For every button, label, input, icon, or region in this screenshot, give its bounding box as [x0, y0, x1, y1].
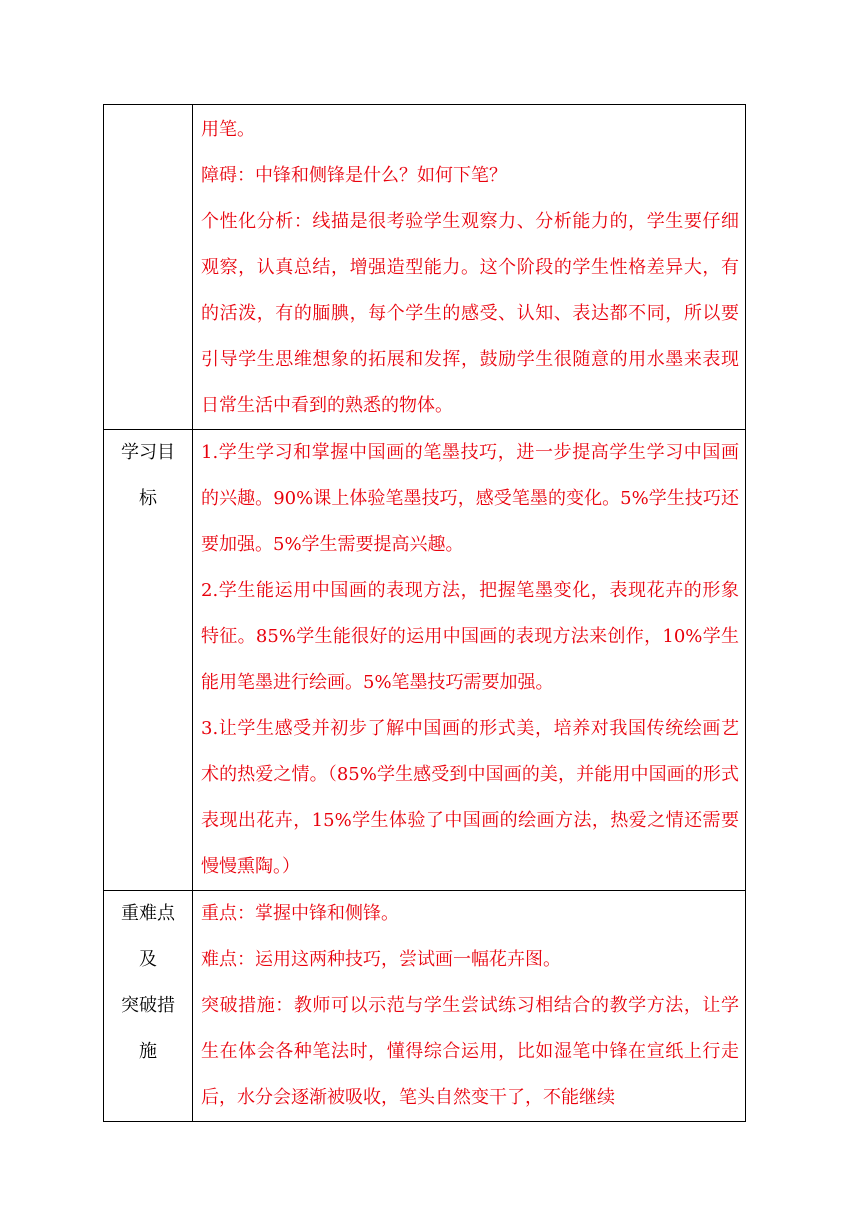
label-line: 及 — [139, 949, 157, 970]
label-line: 重难点 — [121, 903, 175, 924]
paragraph-individual-analysis: 个性化分析：线描是很考验学生观察力、分析能力的，学生要仔细观察，认真总结，增强造型能力。这个阶段的学生性格差异大，有的活泼，有的腼腆，每个学生的感受、认知、表达都不同，所以要引导学生思维想象的拓展和发挥，鼓励学生很随意的用水墨来表现日常生活中看到的熟悉的物体。 — [201, 211, 739, 416]
label-line: 学习目 — [121, 442, 175, 463]
row-label-key-difficulties — [104, 891, 193, 1122]
label-line: 施 — [139, 1041, 157, 1062]
row-label-learning-goals — [104, 430, 193, 891]
row-content-continuation — [193, 105, 746, 430]
goal-item-3: 3.让学生感受并初步了解中国画的形式美，培养对我国传统绘画艺术的热爱之情。（85%学生感受到中国画的美，并能用中国画的形式表现出花卉，15%学生体验了中国画的绘画方法，热爱之情还需要慢慢熏陶。） — [201, 718, 739, 877]
row-content-key-difficulties — [193, 891, 746, 1122]
label-line: 突破措 — [121, 995, 175, 1016]
paragraph-key-point: 重点：掌握中锋和侧锋。 — [201, 903, 399, 924]
row-content-learning-goals — [193, 430, 746, 891]
label-line: 标 — [139, 488, 157, 509]
goal-item-2: 2.学生能运用中国画的表现方法，把握笔墨变化，表现花卉的形象特征。85%学生能很好的运用中国画的表现方法来创作，10%学生能用笔墨进行绘画。5%笔墨技巧需要加强。 — [201, 580, 739, 693]
goal-item-1: 1.学生学习和掌握中国画的笔墨技巧，进一步提高学生学习中国画的兴趣。90%课上体验笔墨技巧，感受笔墨的变化。5%学生技巧还要加强。5%学生需要提高兴趣。 — [201, 442, 739, 555]
lesson-plan-table — [103, 104, 746, 1122]
table-row-continuation — [104, 105, 746, 430]
paragraph-continuation: 用笔。 — [201, 119, 255, 140]
table-row-key-difficulties — [104, 891, 746, 1122]
table-row-learning-goals — [104, 430, 746, 891]
paragraph-difficulty: 难点：运用这两种技巧，尝试画一幅花卉图。 — [201, 949, 561, 970]
paragraph-breakthrough-measures: 突破措施：教师可以示范与学生尝试练习相结合的教学方法，让学生在体会各种笔法时，懂得综合运用，比如湿笔中锋在宣纸上行走后，水分会逐渐被吸收，笔头自然变干了，不能继续 — [201, 995, 739, 1108]
paragraph-obstacle: 障碍：中锋和侧锋是什么？如何下笔？ — [201, 165, 507, 186]
row-label-empty — [104, 105, 193, 430]
